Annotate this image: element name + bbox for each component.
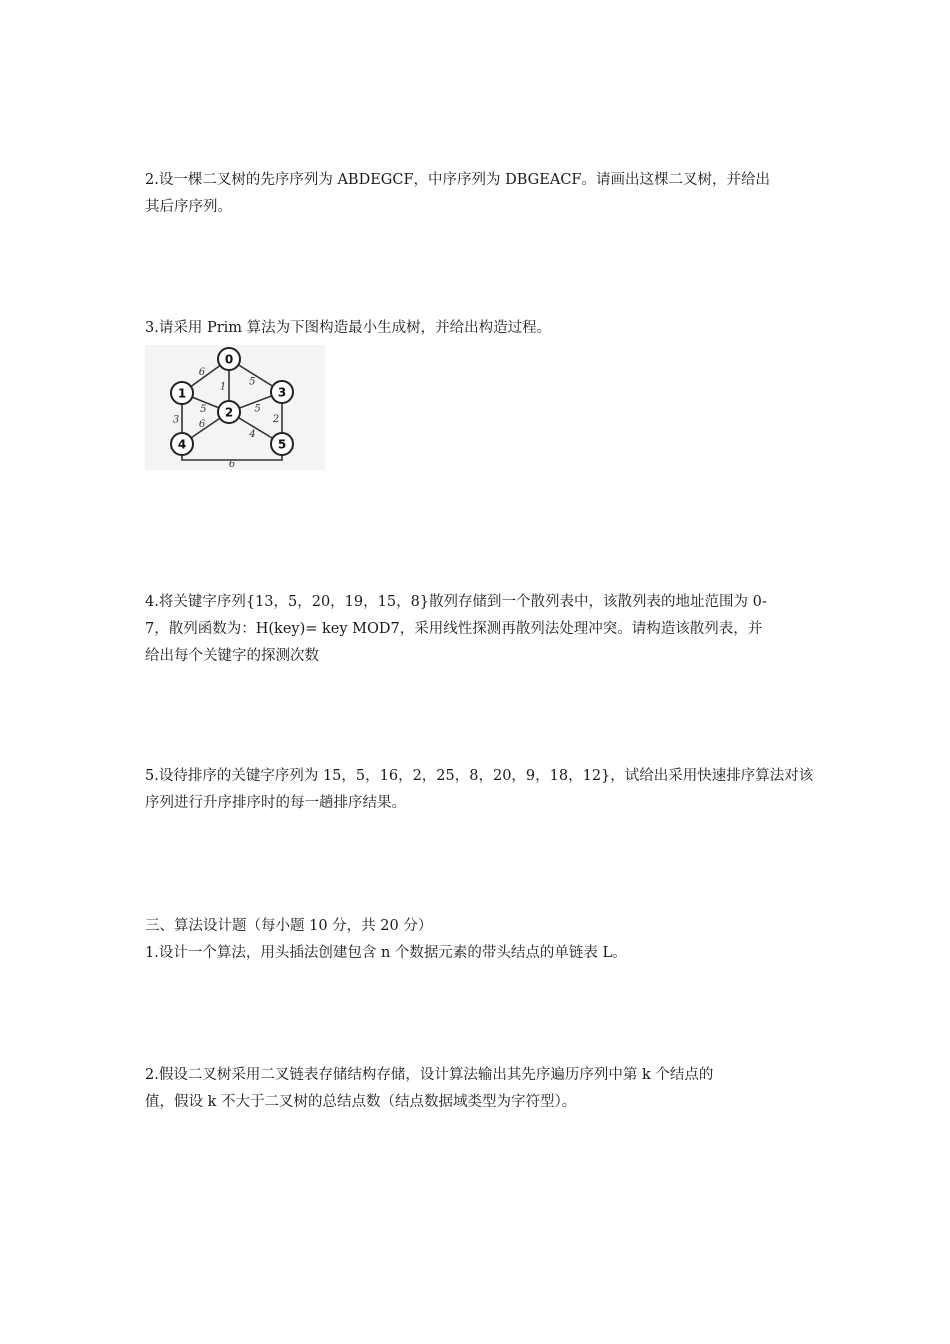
question-2-binary-tree (145, 167, 813, 221)
graph-node-label: 0 (224, 352, 234, 367)
question-4-hash-table (145, 589, 813, 670)
graph-edge-weight: 5 (254, 403, 261, 415)
question-text-line: 值，假设 k 不大于二叉树的总结点数（结点数据域类型为字符型）。 (145, 1094, 577, 1110)
section-heading: 三、算法设计题（每小题 10 分，共 20 分） (145, 918, 433, 934)
graph-edge-weight: 6 (228, 459, 236, 470)
graph-edge-weight: 1 (219, 381, 227, 393)
question-text-line: 给出每个关键字的探测次数 (145, 648, 319, 664)
graph-edge-weight: 2 (272, 414, 280, 425)
question-text-line: 3.请采用 Prim 算法为下图构造最小生成树，并给出构造过程。 (145, 320, 552, 336)
question-text-line: 5.设待排序的关键字序列为 15，5，16，2，25，8，20，9，18，12}，试给出采用快速排序算法对该 (145, 768, 814, 784)
graph-edge-weight: 6 (198, 419, 206, 431)
graph-svg (145, 345, 325, 470)
question-text-line: 其后序序列。 (145, 199, 232, 215)
question-3-prim (145, 315, 813, 342)
graph-edge-weight: 4 (249, 429, 256, 441)
graph-node-label: 4 (177, 437, 187, 452)
question-text-line: 2.假设二叉树采用二叉链表存储结构存储，设计算法输出其先序遍历序列中第 k 个结点的 (145, 1067, 714, 1083)
question-5-quick-sort (145, 763, 813, 817)
graph-edge-weight: 5 (200, 404, 207, 416)
question-text-line: 2.设一棵二叉树的先序序列为 ABDEGCF，中序序列为 DBGEACF。请画出这棵二叉树，并给出 (145, 172, 770, 188)
graph-node-label: 5 (277, 437, 287, 452)
graph-node-label: 1 (177, 386, 187, 401)
question-text-line: 序列进行升序排序时的每一趟排序结果。 (145, 795, 406, 811)
graph-node-label: 2 (224, 405, 234, 420)
question-text-line: 4.将关键字序列{13，5，20，19，15，8}散列存储到一个散列表中，该散列表的地址范围为 0- (145, 594, 767, 610)
graph-node-label: 3 (277, 385, 287, 400)
graph-edge-weight: 5 (249, 376, 256, 388)
question-text-line: 7，散列函数为：H(key)= key MOD7，采用线性探测再散列法处理冲突。请构造该散列表，并 (145, 621, 763, 637)
section-3-question-2 (145, 1062, 813, 1116)
question-text-line: 1.设计一个算法，用头插法创建包含 n 个数据元素的带头结点的单链表 L。 (145, 945, 627, 961)
weighted-graph-figure (145, 345, 325, 470)
graph-edge-weight: 6 (198, 367, 206, 379)
graph-edge-weight: 3 (172, 414, 180, 426)
section-3-algorithm-design (145, 913, 813, 967)
